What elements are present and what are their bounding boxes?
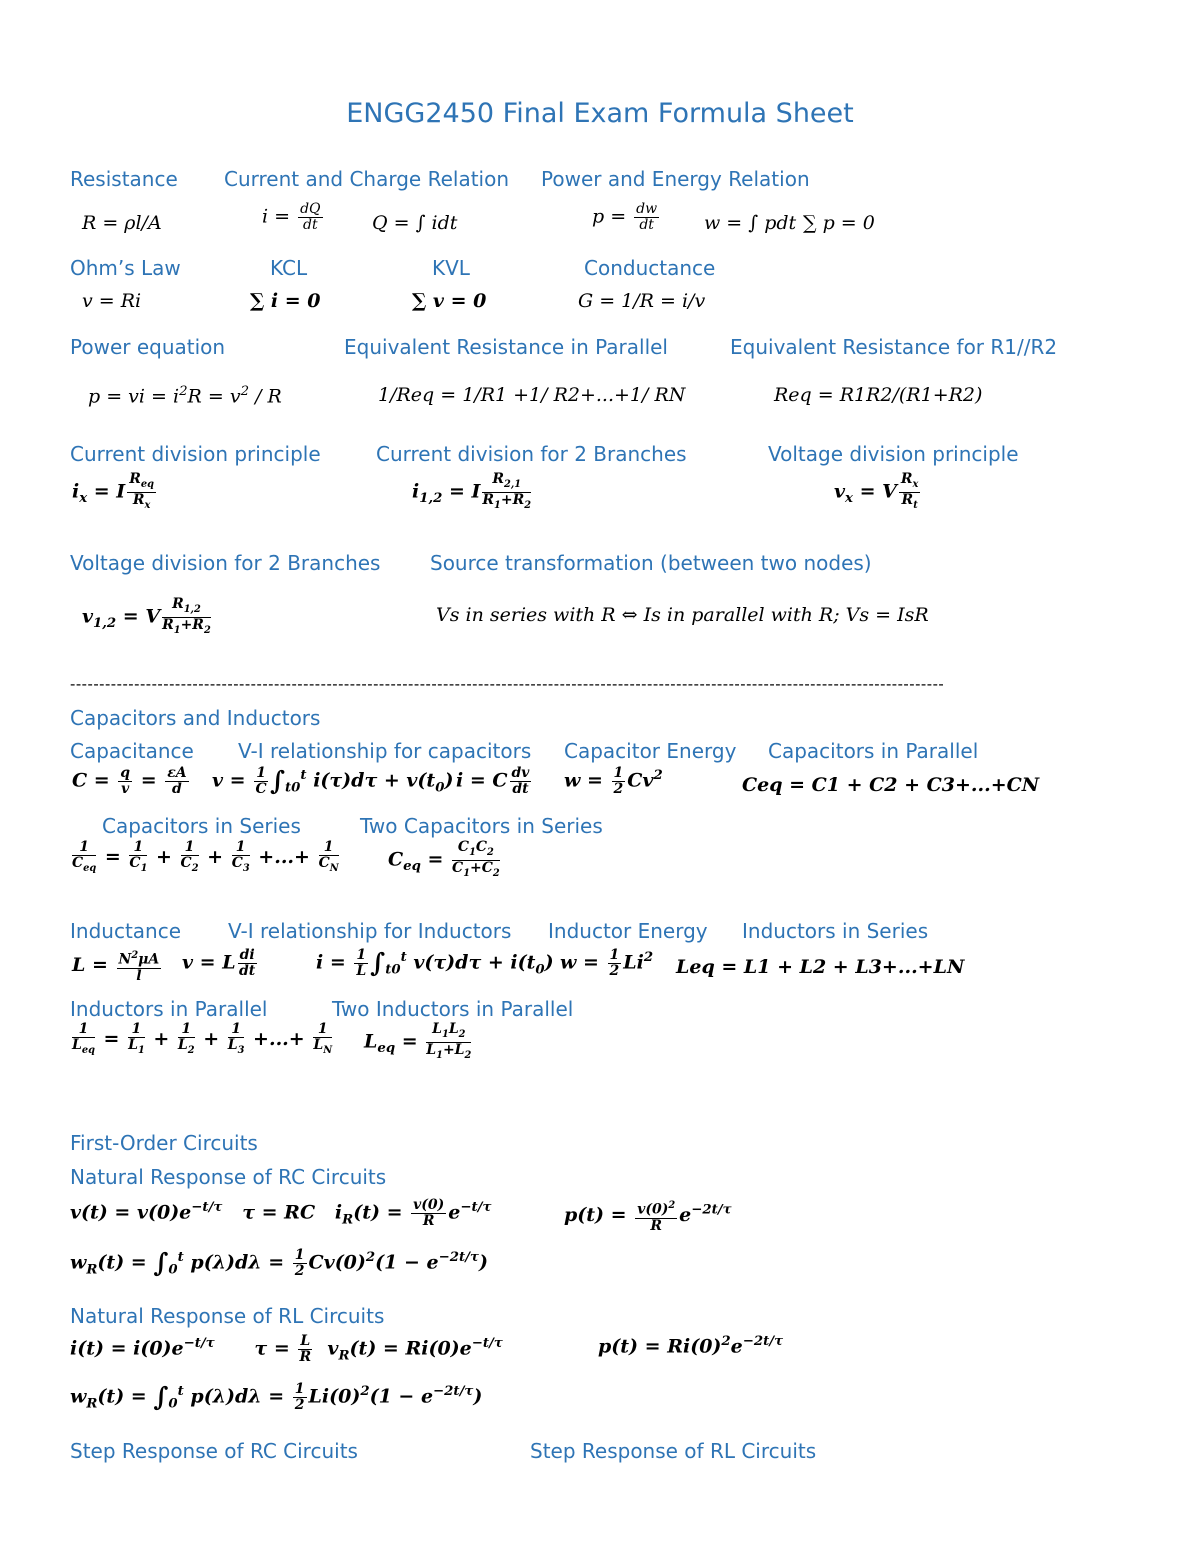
formula-rc-w: $w_R(t) = \int_0^t$ p(λ)dλ = $\frac{1}{2}$ $Cv(0)^2(1 - e^{-2t/\tau})$	[70, 1247, 488, 1279]
heading-cap-ind: Capacitors and Inductors	[70, 706, 321, 730]
heading-kcl: KCL	[270, 256, 308, 280]
formula-vi-ind-v: v = L $\frac{di}{dt}$	[182, 947, 256, 979]
formula-kvl: ∑ v = 0	[412, 290, 487, 312]
formula-voltage-div2: $v_{1,2} = V$ $\frac{R_{1,2}}{R_1+R_2}$	[82, 596, 211, 636]
heading-two-ind-parallel: Two Inductors in Parallel	[332, 997, 574, 1021]
heading-natural-rl: Natural Response of RL Circuits	[70, 1304, 385, 1328]
heading-cap-parallel: Capacitors in Parallel	[768, 739, 979, 763]
heading-current-div2: Current division for 2 Branches	[376, 442, 687, 466]
heading-inductance: Inductance	[70, 919, 182, 943]
formula-charge: Q = ∫ idt	[372, 212, 458, 234]
formula-voltage-div: $v_x = V$ $\frac{R_x}{R_t}$	[834, 471, 919, 511]
heading-voltage-div: Voltage division principle	[768, 442, 1019, 466]
formula-resistance: R = ρl/A	[82, 212, 162, 234]
formula-rc-p: p(t) = $\frac{v(0)^2}{R}$ $e^{-2t/\tau}$	[564, 1200, 732, 1234]
formula-current-div2: $i_{1,2} = I$ $\frac{R_{2,1}}{R_1+R_2}$	[412, 471, 532, 511]
heading-eq-res-r1r2: Equivalent Resistance for R1//R2	[730, 335, 1058, 359]
formula-kcl: ∑ i = 0	[250, 290, 321, 312]
heading-current-div: Current division principle	[70, 442, 321, 466]
heading-voltage-div2: Voltage division for 2 Branches	[70, 551, 381, 575]
heading-ohm: Ohm’s Law	[70, 256, 181, 280]
heading-cap-energy: Capacitor Energy	[564, 739, 737, 763]
formula-rc-v: $v(t) = v(0)e^{-t/\tau}$ τ = RC $i_R(t)$ = $\frac{v(0)}{R}$ $e^{-t/\tau}$	[70, 1197, 492, 1229]
formula-ind-energy: w = $\frac{1}{2}$ Li$^2$	[560, 947, 654, 979]
formula-two-cap-series: $C_{eq}$ = $\frac{C_1C_2}{C_1+C_2}$	[388, 839, 500, 879]
heading-conductance: Conductance	[584, 256, 716, 280]
heading-ind-energy: Inductor Energy	[548, 919, 708, 943]
formula-power-sum: ∑ p = 0	[803, 212, 875, 234]
heading-step-rc: Step Response of RC Circuits	[70, 1439, 358, 1463]
heading-natural-rc: Natural Response of RC Circuits	[70, 1165, 387, 1189]
formula-vi-ind-i: i = $\frac{1}{L}$ $\int_{t0}^t$ $v(\tau)d\tau + i(t_0)$	[316, 947, 554, 979]
formula-eq-res-parallel: 1/Req = 1/R1 +1/ R2+...+1/ RN	[378, 384, 686, 406]
formula-cap-series: 1 $C_{eq}$ = $\frac{1}{C_1}$ + $\frac{1}{C_2}$ + $\frac{1}{C_3}$ +...+ $\frac{1}{C_N}$	[72, 839, 339, 874]
formula-current-div: $i_x = I$ $R_{eq}$ $R_x$	[72, 471, 154, 511]
heading-power-eq: Power equation	[70, 335, 226, 359]
formula-power-eq: p = vi = $i^2R = v^2 / R$	[88, 384, 282, 408]
formula-vi-cap-v: v = $\frac{1}{C}$ $\int_{t0}^t$ $i(\tau)d\tau + v(t_0)$	[212, 765, 454, 797]
formula-rl-w: $w_R(t) = \int_0^t$ p(λ)dλ = $\frac{1}{2}$ $Li(0)^2(1 - e^{-2t/\tau})$	[70, 1381, 483, 1413]
page-title: ENGG2450 Final Exam Formula Sheet	[346, 98, 854, 129]
formula-inductance: L = $\frac{N^2\mu A}{l}$	[72, 950, 160, 984]
heading-first-order: First-Order Circuits	[70, 1131, 258, 1155]
formula-vi-cap-i: i = C $\frac{dv}{dt}$	[456, 765, 530, 797]
formula-two-ind-parallel: $L_{eq}$ = $\frac{L_1L_2}{L_1+L_2}$	[364, 1021, 472, 1061]
heading-source-transform: Source transformation (between two nodes)	[430, 551, 872, 575]
formula-ohm: v = Ri	[82, 290, 142, 312]
heading-two-cap-series: Two Capacitors in Series	[360, 814, 603, 838]
formula-rl-i: $i(t) = i(0)e^{-t/\tau}$ τ = $\frac{L}{R}$ $v_R(t) = Ri(0)e^{-t/\tau}$	[70, 1333, 503, 1365]
formula-ind-parallel: 1 $L_{eq}$ = $\frac{1}{L_1}$ + $\frac{1}{L_2}$ + $\frac{1}{L_3}$ +...+ $\frac{1}{L_N}$	[72, 1021, 333, 1056]
heading-vi-ind: V-I relationship for Inductors	[228, 919, 512, 943]
heading-cap-series: Capacitors in Series	[102, 814, 301, 838]
formula-cap-parallel: Ceq = C1 + C2 + C3+...+CN	[742, 774, 1040, 796]
formula-source-transform: Vs in series with R ⇔ Is in parallel with R; Vs = IsR	[436, 604, 929, 626]
formula-cap-energy: w = $\frac{1}{2}$ Cv$^2$	[564, 765, 663, 797]
formula-eq-res-r1r2: Req = R1R2/(R1+R2)	[774, 384, 983, 406]
heading-current-charge: Current and Charge Relation	[224, 167, 510, 191]
formula-conductance: G = 1/R = i/v	[578, 290, 706, 312]
heading-ind-series: Inductors in Series	[742, 919, 929, 943]
formula-energy: w = ∫ pdt	[704, 212, 797, 234]
section-divider: ------------------------------------------------------------------------------------------------------------------------------------------------------	[70, 676, 945, 693]
heading-capacitance: Capacitance	[70, 739, 194, 763]
heading-power-energy: Power and Energy Relation	[541, 167, 810, 191]
heading-resistance: Resistance	[70, 167, 178, 191]
formula-rl-p: $p(t) = Ri(0)^2e^{-2t/\tau}$	[598, 1334, 784, 1358]
formula-ind-series: Leq = L1 + L2 + L3+...+LN	[676, 956, 965, 978]
formula-power: p = $\frac{dw}{dt}$	[592, 201, 658, 233]
heading-ind-parallel: Inductors in Parallel	[70, 997, 268, 1021]
formula-capacitance: C = $\frac{q}{v}$ = $\frac{\varepsilon A}{d}$	[72, 765, 187, 797]
formula-current: i = $\frac{dQ}{dt}$	[262, 201, 321, 233]
heading-step-rl: Step Response of RL Circuits	[530, 1439, 817, 1463]
heading-eq-res-parallel: Equivalent Resistance in Parallel	[344, 335, 668, 359]
heading-kvl: KVL	[432, 256, 470, 280]
heading-vi-cap: V-I relationship for capacitors	[238, 739, 532, 763]
